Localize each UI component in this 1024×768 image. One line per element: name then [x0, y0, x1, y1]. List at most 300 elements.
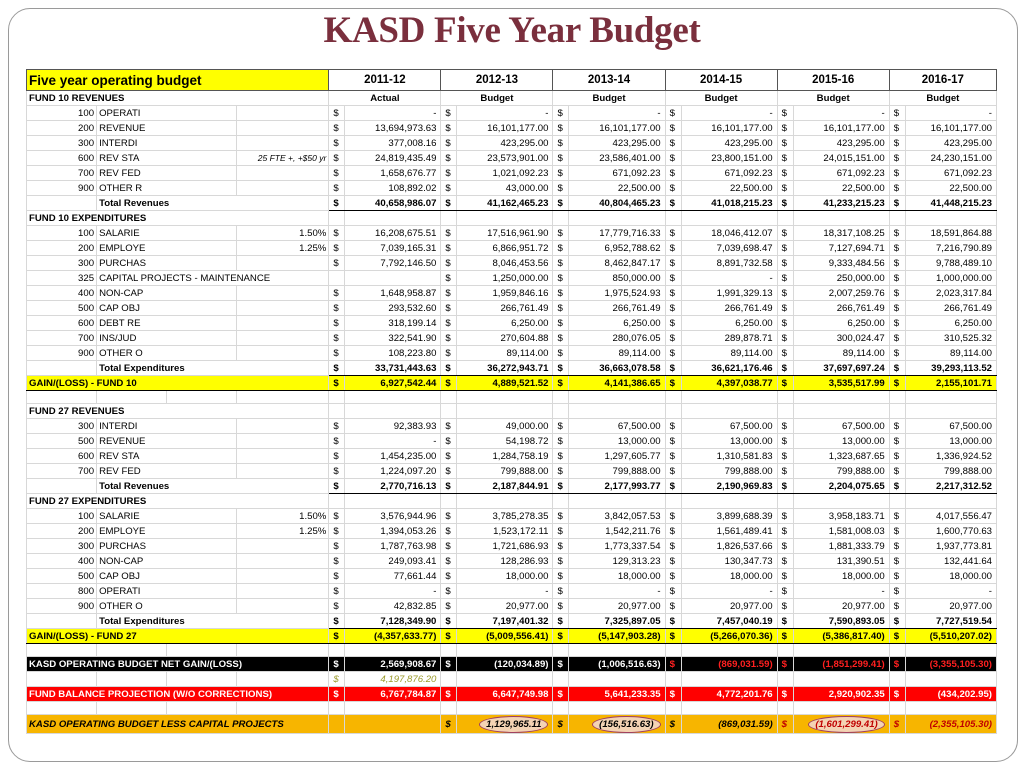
- currency-symbol: $: [553, 181, 569, 196]
- amount: 1,336,924.52: [905, 449, 996, 464]
- cell: [553, 391, 569, 404]
- amount: 2,007,259.76: [793, 286, 889, 301]
- currency-symbol: $: [665, 569, 681, 584]
- currency-symbol: $: [553, 554, 569, 569]
- currency-symbol: $: [329, 136, 345, 151]
- amount: 1,523,172.11: [457, 524, 553, 539]
- page-title: KASD Five Year Budget: [323, 10, 701, 51]
- currency-symbol: $: [329, 464, 345, 479]
- amount: 6,927,542.44: [345, 376, 441, 391]
- currency-symbol: $: [665, 614, 681, 629]
- amount: 7,590,893.05: [793, 614, 889, 629]
- table-row: [27, 121, 997, 136]
- total-label: Total Revenues: [97, 479, 329, 494]
- highlighted-amount: (156,516.63): [592, 716, 660, 733]
- currency-symbol: $: [777, 657, 793, 672]
- currency-symbol: $: [329, 286, 345, 301]
- cell: [793, 391, 889, 404]
- amount: 40,658,986.07: [345, 196, 441, 211]
- table-row: [27, 136, 997, 151]
- amount: 6,767,784.87: [345, 687, 441, 702]
- amount: 4,197,876.20: [345, 672, 441, 687]
- amount: 423,295.00: [793, 136, 889, 151]
- line-item-label: REV STA: [97, 449, 237, 464]
- amount: 1,000,000.00: [905, 271, 996, 286]
- line-item-label: OTHER R: [97, 181, 237, 196]
- amount: 4,772,201.76: [681, 687, 777, 702]
- amount: 49,000.00: [457, 419, 553, 434]
- amount: 3,576,944.96: [345, 509, 441, 524]
- cell: [237, 256, 329, 271]
- line-item-label: NON-CAP: [97, 286, 237, 301]
- cell: [97, 672, 167, 687]
- currency-symbol: $: [665, 361, 681, 376]
- cell: [457, 702, 553, 715]
- cell: [793, 404, 889, 419]
- amount: 671,092.23: [681, 166, 777, 181]
- currency-symbol: $: [889, 166, 905, 181]
- cell: [777, 644, 793, 657]
- currency-symbol: $: [889, 106, 905, 121]
- object-code: 900: [27, 346, 97, 361]
- amount: 6,250.00: [569, 316, 665, 331]
- object-code: 700: [27, 166, 97, 181]
- amount: 799,888.00: [569, 464, 665, 479]
- amount: 1,323,687.65: [793, 449, 889, 464]
- fund-balance-row: [27, 687, 997, 702]
- line-item-label: EMPLOYE: [97, 524, 237, 539]
- currency-symbol: $: [441, 449, 457, 464]
- currency-symbol: $: [889, 376, 905, 391]
- currency-symbol: $: [665, 166, 681, 181]
- cell: [889, 391, 905, 404]
- amount: [345, 715, 441, 734]
- cell: [441, 391, 457, 404]
- amount: -: [793, 106, 889, 121]
- cell: [553, 211, 569, 226]
- amount: 24,230,151.00: [905, 151, 996, 166]
- currency-symbol: $: [329, 361, 345, 376]
- cell: [237, 301, 329, 316]
- currency-symbol: $: [553, 301, 569, 316]
- amount: 18,000.00: [793, 569, 889, 584]
- currency-symbol: $: [441, 629, 457, 644]
- cell: [793, 702, 889, 715]
- cell: [665, 702, 681, 715]
- amount: 9,333,484.56: [793, 256, 889, 271]
- currency-symbol: $: [889, 479, 905, 494]
- currency-symbol: $: [441, 569, 457, 584]
- object-code: 325: [27, 271, 97, 286]
- cell: [27, 614, 97, 629]
- year-type: Budget: [553, 91, 665, 106]
- row-label: GAIN/(LOSS) - FUND 27: [27, 629, 329, 644]
- amount: 77,661.44: [345, 569, 441, 584]
- amount: 1,250,000.00: [457, 271, 553, 286]
- currency-symbol: $: [777, 479, 793, 494]
- currency-symbol: $: [777, 106, 793, 121]
- amount: 16,208,675.51: [345, 226, 441, 241]
- amount: 8,046,453.56: [457, 256, 553, 271]
- cell: [889, 644, 905, 657]
- currency-symbol: $: [665, 419, 681, 434]
- currency-symbol: $: [777, 316, 793, 331]
- amount: 6,866,951.72: [457, 241, 553, 256]
- growth-rate: 1.50%: [237, 509, 329, 524]
- line-item-label: PURCHAS: [97, 539, 237, 554]
- table-row: [27, 226, 997, 241]
- currency-symbol: $: [441, 361, 457, 376]
- cell: [329, 211, 345, 226]
- amount: 18,000.00: [681, 569, 777, 584]
- amount: 7,325,897.05: [569, 614, 665, 629]
- cell: [457, 391, 553, 404]
- currency-symbol: $: [553, 241, 569, 256]
- amount: 108,892.02: [345, 181, 441, 196]
- amount: 4,141,386.65: [569, 376, 665, 391]
- currency-symbol: $: [889, 361, 905, 376]
- table-row: [27, 181, 997, 196]
- cell: [97, 702, 167, 715]
- cell: [457, 404, 553, 419]
- amount: [457, 672, 553, 687]
- cell: [665, 211, 681, 226]
- cell: [329, 494, 345, 509]
- amount: 1,021,092.23: [457, 166, 553, 181]
- cell: [237, 391, 329, 404]
- currency-symbol: [777, 672, 793, 687]
- amount: 129,313.23: [569, 554, 665, 569]
- cell: [905, 404, 996, 419]
- currency-symbol: $: [665, 316, 681, 331]
- currency-symbol: $: [553, 376, 569, 391]
- currency-symbol: $: [553, 286, 569, 301]
- cell: [27, 196, 97, 211]
- amount: 2,177,993.77: [569, 479, 665, 494]
- amount: 36,663,078.58: [569, 361, 665, 376]
- amount: 7,127,694.71: [793, 241, 889, 256]
- amount: 266,761.49: [457, 301, 553, 316]
- amount: 36,272,943.71: [457, 361, 553, 376]
- cell: [681, 391, 777, 404]
- currency-symbol: $: [553, 629, 569, 644]
- currency-symbol: $: [329, 419, 345, 434]
- table-row: [27, 271, 997, 286]
- cell: [27, 391, 97, 404]
- currency-symbol: $: [665, 346, 681, 361]
- table-row: [27, 449, 997, 464]
- total-row: [27, 479, 997, 494]
- cell: [441, 644, 457, 657]
- currency-symbol: $: [665, 687, 681, 702]
- highlighted-amount: (1,601,299.41): [808, 716, 884, 733]
- currency-symbol: $: [665, 479, 681, 494]
- currency-symbol: [553, 672, 569, 687]
- row-label: KASD OPERATING BUDGET NET GAIN/(LOSS): [27, 657, 329, 672]
- amount: 1,787,763.98: [345, 539, 441, 554]
- currency-symbol: $: [665, 657, 681, 672]
- object-code: 700: [27, 464, 97, 479]
- currency-symbol: $: [665, 599, 681, 614]
- cell: [905, 211, 996, 226]
- amount: -: [345, 106, 441, 121]
- amount: -: [681, 271, 777, 286]
- amount: 128,286.93: [457, 554, 553, 569]
- cell: [905, 644, 996, 657]
- currency-symbol: $: [889, 464, 905, 479]
- amount: 16,101,177.00: [681, 121, 777, 136]
- cell: [345, 702, 441, 715]
- cell: [793, 494, 889, 509]
- currency-symbol: $: [329, 196, 345, 211]
- budget-body: [27, 91, 997, 734]
- amount: 24,819,435.49: [345, 151, 441, 166]
- amount: 799,888.00: [681, 464, 777, 479]
- cell: [777, 702, 793, 715]
- amount: 20,977.00: [793, 599, 889, 614]
- amount: 36,621,176.46: [681, 361, 777, 376]
- currency-symbol: $: [889, 554, 905, 569]
- object-code: 200: [27, 524, 97, 539]
- cell: [681, 494, 777, 509]
- table-row: [27, 509, 997, 524]
- currency-symbol: $: [553, 715, 569, 734]
- amount: 300,024.47: [793, 331, 889, 346]
- table-row: [27, 554, 997, 569]
- amount: 89,114.00: [457, 346, 553, 361]
- currency-symbol: $: [889, 316, 905, 331]
- cell: [329, 644, 345, 657]
- currency-symbol: $: [329, 316, 345, 331]
- amount: 92,383.93: [345, 419, 441, 434]
- cell: [27, 644, 97, 657]
- currency-symbol: $: [553, 346, 569, 361]
- object-code: 100: [27, 509, 97, 524]
- amount: 108,223.80: [345, 346, 441, 361]
- currency-symbol: [329, 715, 345, 734]
- amount: 130,347.73: [681, 554, 777, 569]
- amount: 22,500.00: [793, 181, 889, 196]
- amount: 2,217,312.52: [905, 479, 996, 494]
- year-type: Budget: [665, 91, 777, 106]
- amount: 7,216,790.89: [905, 241, 996, 256]
- currency-symbol: $: [329, 584, 345, 599]
- amount: 3,842,057.53: [569, 509, 665, 524]
- cell: [441, 211, 457, 226]
- amount: (1,006,516.63): [569, 657, 665, 672]
- cell: [237, 449, 329, 464]
- amount: (1,851,299.41): [793, 657, 889, 672]
- table-row: [27, 241, 997, 256]
- currency-symbol: $: [777, 271, 793, 286]
- year-type: Actual: [329, 91, 441, 106]
- amount: -: [793, 584, 889, 599]
- amount: 5,641,233.35: [569, 687, 665, 702]
- cell: [237, 136, 329, 151]
- cell: [167, 644, 237, 657]
- total-label: Total Expenditures: [97, 614, 329, 629]
- currency-symbol: $: [441, 286, 457, 301]
- currency-symbol: $: [553, 226, 569, 241]
- currency-symbol: $: [889, 301, 905, 316]
- currency-symbol: $: [329, 672, 345, 687]
- currency-symbol: $: [553, 599, 569, 614]
- amount: 423,295.00: [905, 136, 996, 151]
- currency-symbol: $: [553, 151, 569, 166]
- cell: [665, 404, 681, 419]
- currency-symbol: $: [441, 524, 457, 539]
- currency-symbol: $: [441, 434, 457, 449]
- amount: 2,155,101.71: [905, 376, 996, 391]
- amount: 1,881,333.79: [793, 539, 889, 554]
- currency-symbol: $: [889, 687, 905, 702]
- currency-symbol: $: [665, 584, 681, 599]
- currency-symbol: $: [889, 524, 905, 539]
- currency-symbol: $: [665, 301, 681, 316]
- currency-symbol: $: [441, 599, 457, 614]
- currency-symbol: $: [553, 657, 569, 672]
- amount: 24,015,151.00: [793, 151, 889, 166]
- currency-symbol: $: [777, 584, 793, 599]
- cell: [329, 702, 345, 715]
- year-header: 2013-14: [553, 70, 665, 91]
- currency-symbol: $: [441, 316, 457, 331]
- amount: 18,000.00: [905, 569, 996, 584]
- currency-symbol: $: [777, 286, 793, 301]
- cell: [167, 672, 237, 687]
- currency-symbol: [329, 271, 345, 286]
- currency-symbol: $: [777, 509, 793, 524]
- cell: [441, 404, 457, 419]
- amount: -: [345, 434, 441, 449]
- currency-symbol: $: [777, 301, 793, 316]
- amount: 20,977.00: [457, 599, 553, 614]
- currency-symbol: $: [665, 121, 681, 136]
- currency-symbol: $: [553, 524, 569, 539]
- currency-symbol: $: [553, 121, 569, 136]
- amount: [681, 672, 777, 687]
- amount: 17,779,716.33: [569, 226, 665, 241]
- cell: [97, 644, 167, 657]
- currency-symbol: $: [441, 301, 457, 316]
- blank-row: [27, 702, 997, 715]
- cell: [553, 702, 569, 715]
- cell: [681, 702, 777, 715]
- currency-symbol: $: [329, 226, 345, 241]
- line-item-label: CAP OBJ: [97, 301, 237, 316]
- line-item-label: REVENUE: [97, 121, 237, 136]
- currency-symbol: $: [777, 434, 793, 449]
- cell: [345, 391, 441, 404]
- year-header: 2014-15: [665, 70, 777, 91]
- amount: 4,017,556.47: [905, 509, 996, 524]
- currency-symbol: $: [777, 181, 793, 196]
- amount: 18,000.00: [457, 569, 553, 584]
- amount: 1,937,773.81: [905, 539, 996, 554]
- amount: 799,888.00: [457, 464, 553, 479]
- currency-symbol: $: [889, 121, 905, 136]
- currency-symbol: $: [329, 121, 345, 136]
- table-row: [27, 151, 997, 166]
- table-row: [27, 584, 997, 599]
- currency-symbol: $: [777, 464, 793, 479]
- amount: 89,114.00: [793, 346, 889, 361]
- currency-symbol: $: [777, 524, 793, 539]
- currency-symbol: $: [441, 539, 457, 554]
- amount: 7,039,698.47: [681, 241, 777, 256]
- amount: 249,093.41: [345, 554, 441, 569]
- currency-symbol: $: [329, 687, 345, 702]
- amount: 3,535,517.99: [793, 376, 889, 391]
- cell: [345, 404, 441, 419]
- amount: 1,975,524.93: [569, 286, 665, 301]
- table-row: [27, 419, 997, 434]
- amount: 23,586,401.00: [569, 151, 665, 166]
- currency-symbol: $: [329, 599, 345, 614]
- cell: [237, 644, 329, 657]
- table-row: [27, 539, 997, 554]
- line-item-label: EMPLOYE: [97, 241, 237, 256]
- amount: 1,310,581.83: [681, 449, 777, 464]
- currency-symbol: $: [889, 331, 905, 346]
- currency-symbol: $: [777, 614, 793, 629]
- amount: 22,500.00: [569, 181, 665, 196]
- currency-symbol: $: [441, 715, 457, 734]
- amount: (120,034.89): [457, 657, 553, 672]
- currency-symbol: $: [665, 509, 681, 524]
- cell: [441, 702, 457, 715]
- currency-symbol: $: [553, 196, 569, 211]
- table-row: [27, 316, 997, 331]
- section-header: [27, 211, 997, 226]
- currency-symbol: $: [441, 166, 457, 181]
- amount: (5,386,817.40): [793, 629, 889, 644]
- currency-symbol: $: [553, 271, 569, 286]
- cell: [905, 391, 996, 404]
- amount: 42,832.85: [345, 599, 441, 614]
- currency-symbol: $: [889, 449, 905, 464]
- amount: 67,500.00: [681, 419, 777, 434]
- amount: 1,826,537.66: [681, 539, 777, 554]
- amount: 6,250.00: [681, 316, 777, 331]
- amount: 318,199.14: [345, 316, 441, 331]
- amount: 67,500.00: [905, 419, 996, 434]
- currency-symbol: $: [329, 569, 345, 584]
- amount: 1,394,053.26: [345, 524, 441, 539]
- cell: [569, 404, 665, 419]
- currency-symbol: $: [889, 226, 905, 241]
- amount: 293,532.60: [345, 301, 441, 316]
- cell: [457, 644, 553, 657]
- object-code: 600: [27, 151, 97, 166]
- object-code: 900: [27, 181, 97, 196]
- blank-row: [27, 644, 997, 657]
- currency-symbol: $: [553, 569, 569, 584]
- amount: (5,009,556.41): [457, 629, 553, 644]
- amount: 22,500.00: [681, 181, 777, 196]
- amount: 6,647,749.98: [457, 687, 553, 702]
- amount: 13,000.00: [793, 434, 889, 449]
- cell: [793, 211, 889, 226]
- cell: [553, 494, 569, 509]
- amount: 7,727,519.54: [905, 614, 996, 629]
- amount: 2,023,317.84: [905, 286, 996, 301]
- currency-symbol: $: [441, 687, 457, 702]
- object-code: 300: [27, 136, 97, 151]
- cell: [793, 644, 889, 657]
- amount: 132,441.64: [905, 554, 996, 569]
- gain-loss-row: [27, 376, 997, 391]
